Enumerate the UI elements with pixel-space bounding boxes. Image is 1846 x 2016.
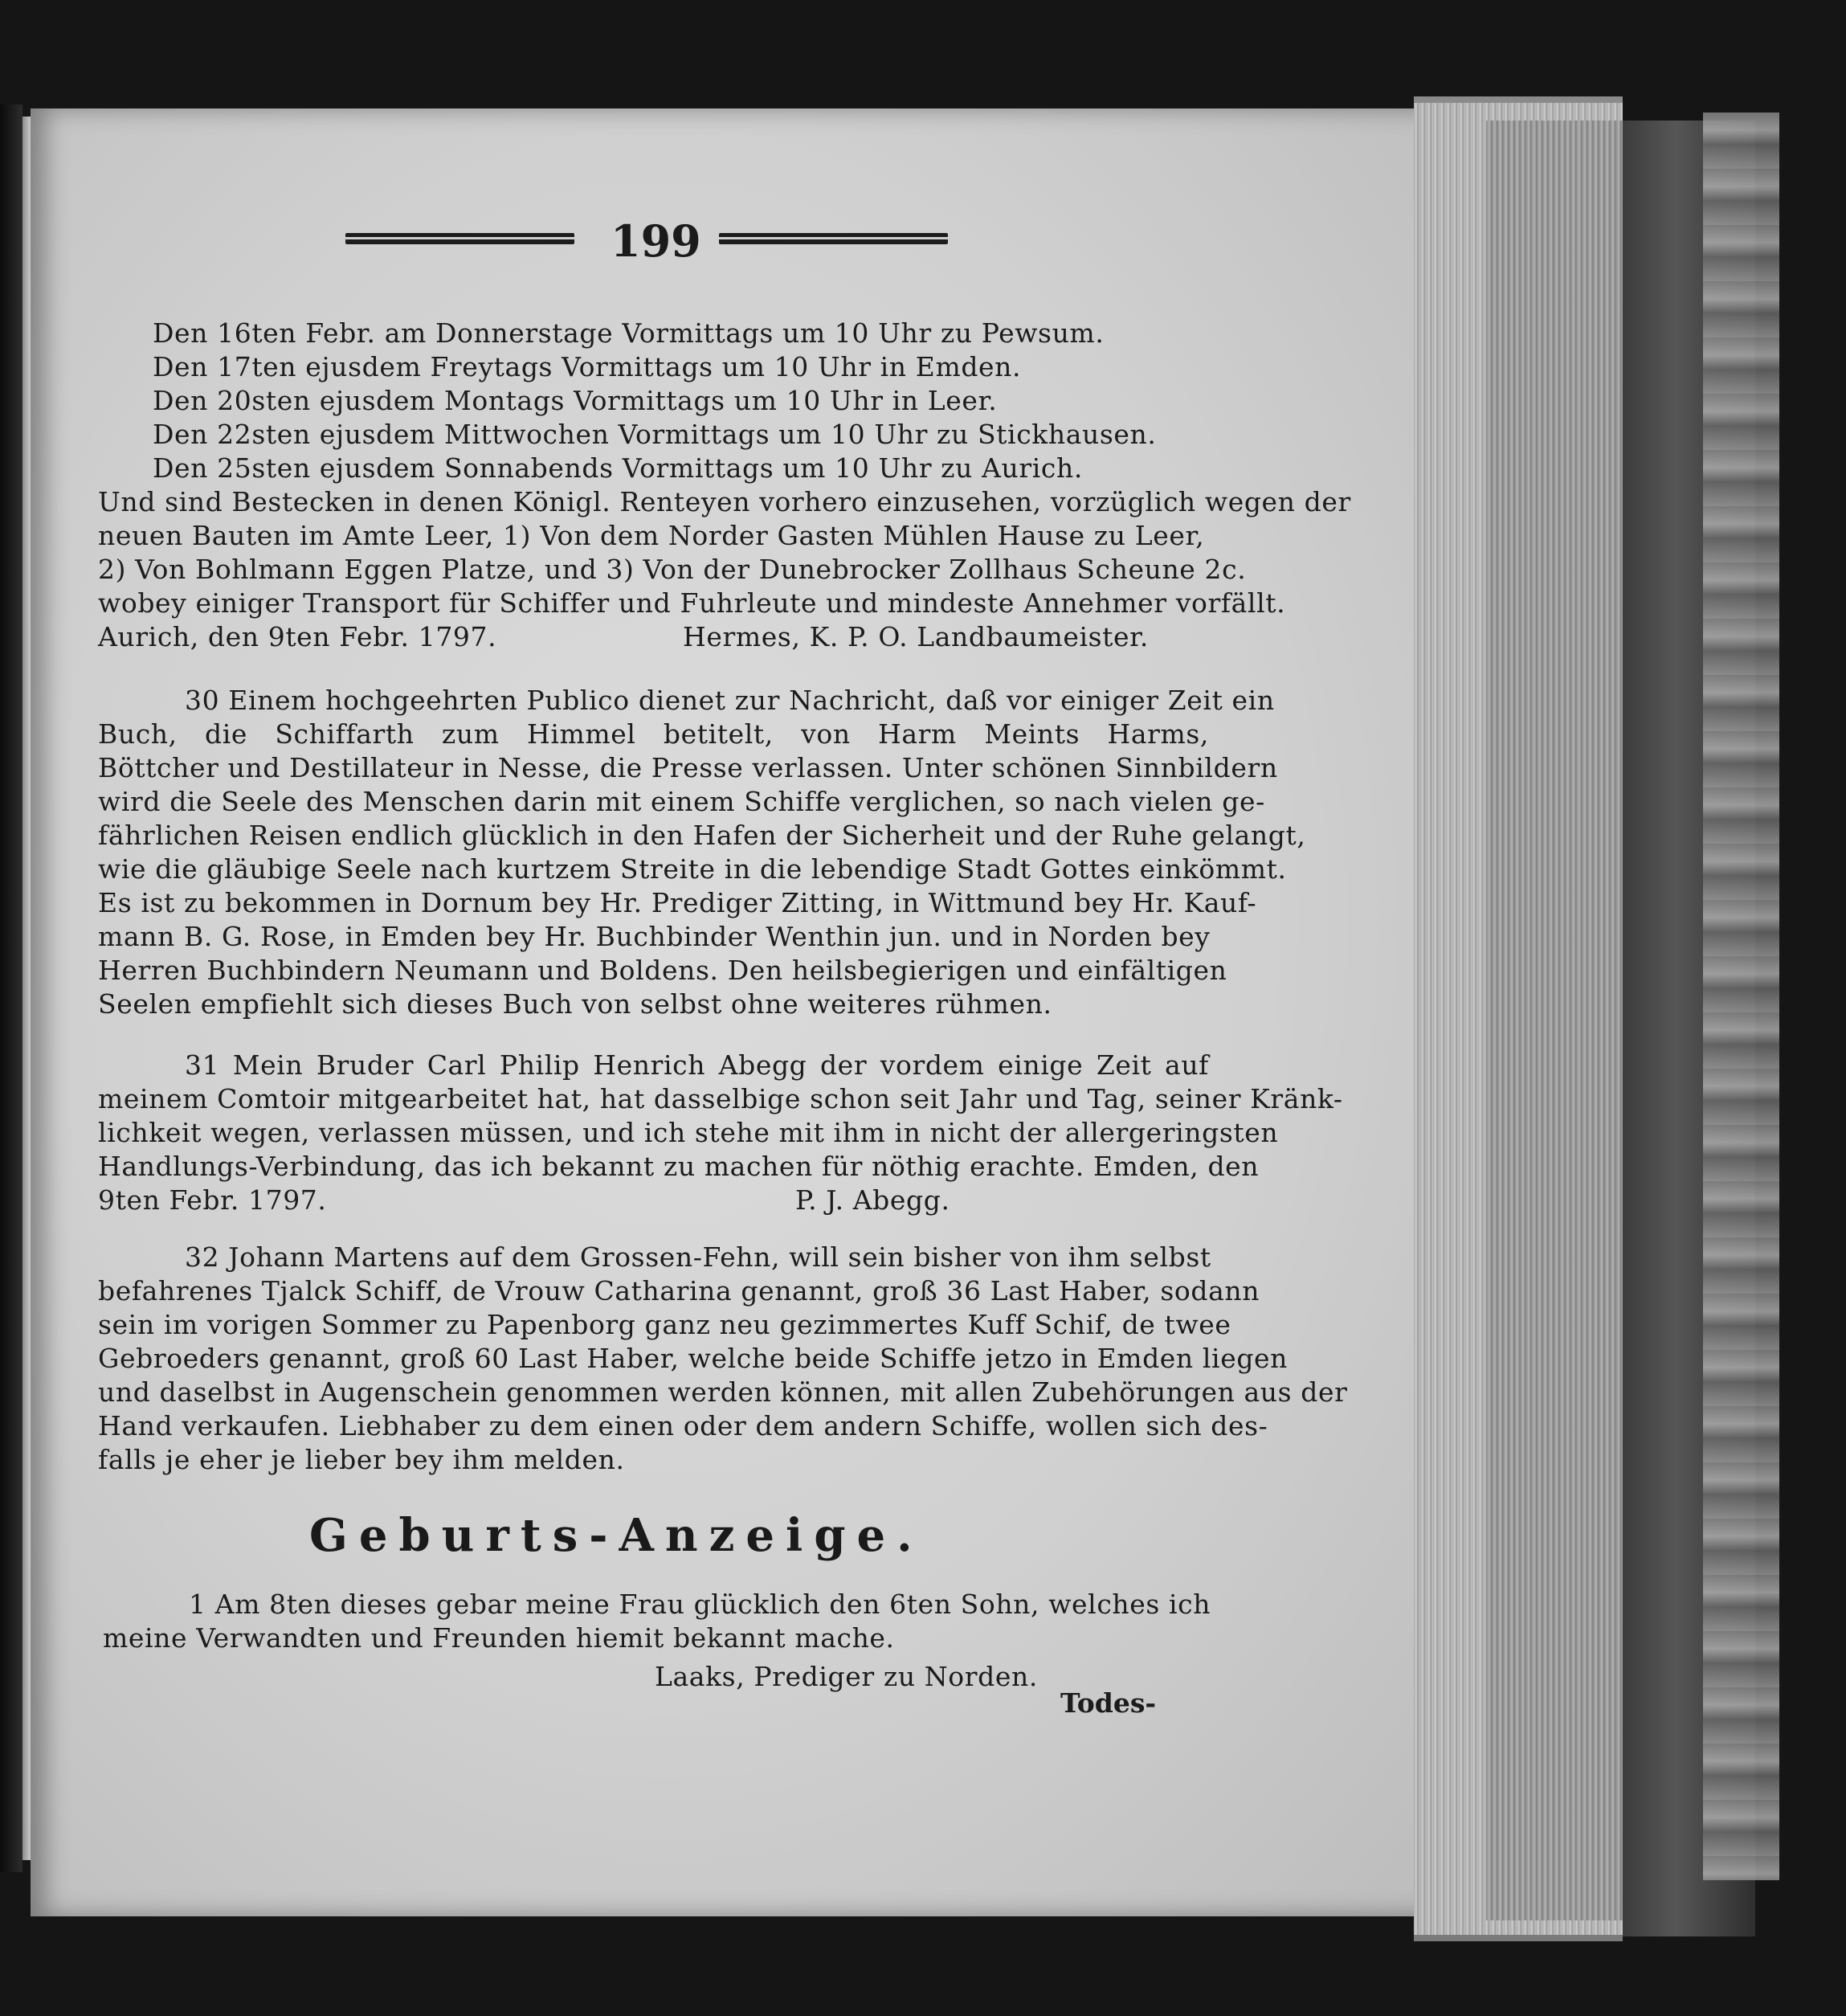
signature: Hermes, K. P. O. Landbaumeister. [683,621,1150,652]
schedule-line: Den 25sten ejusdem Sonnabends Vormittags um 10 Uhr zu Aurich. [153,452,1083,484]
notice-30-line: Herren Buchbindern Neumann und Boldens. Den heilsbegierigen und einfältigen [98,955,1227,986]
notice-30-line: Es ist zu bekommen in Dornum bey Hr. Prediger Zitting, in Wittmund bey Hr. Kauf- [98,887,1257,918]
dateline: Aurich, den 9ten Febr. 1797. [98,621,497,652]
notice-31-line: meinem Comtoir mitgearbeitet hat, hat dasselbige schon seit Jahr und Tag, seiner Kränk- [98,1083,1343,1114]
notice-32-line: sein im vorigen Sommer zu Papenborg ganz neu gezimmertes Kuff Schif, de twee [98,1309,1231,1340]
left-cover [0,104,22,1872]
notice-32-line: 32 Johann Martens auf dem Grossen-Fehn, will sein bisher von ihm selbst [185,1241,1211,1273]
birth-line: 1 Am 8ten dieses gebar meine Frau glücklich den 6ten Sohn, welches ich [189,1589,1211,1620]
notice-31-line: 31 Mein Bruder Carl Philip Henrich Abegg der vordem einige Zeit auf [185,1049,1209,1081]
schedule-line: Den 16ten Febr. am Donnerstage Vormittags um 10 Uhr zu Pewsum. [153,317,1105,349]
notice-30-line: fährlichen Reisen endlich glücklich in den Hafen der Sicherheit und der Ruhe gelangt, [98,820,1306,851]
notice-32-line: Hand verkaufen. Liebhaber zu dem einen oder dem andern Schiffe, wollen sich des- [98,1410,1268,1441]
notice-30-line: 30 Einem hochgeehrten Publico dienet zur Nachricht, daß vor einiger Zeit ein [185,685,1275,716]
notice-30-line: wird die Seele des Menschen darin mit einem Schiffe verglichen, so nach vielen ge- [98,786,1265,817]
notice-32-line: befahrenes Tjalck Schiff, de Vrouw Catharina genannt, groß 36 Last Haber, sodann [98,1275,1260,1307]
notice-32-line: Gebroeders genannt, groß 60 Last Haber, welche beide Schiffe jetzo in Emden liegen [98,1343,1289,1374]
page-number: 199 [611,215,701,267]
page-stack-shadow [1486,121,1623,1920]
catchword: Todes- [1060,1687,1157,1719]
notice-30-line: Böttcher und Destillateur in Nesse, die Presse verlassen. Unter schönen Sinnbildern [98,752,1278,783]
notice-31-line: Handlungs-Verbindung, das ich bekannt zu machen für nöthig erachte. Emden, den [98,1151,1260,1182]
section-heading: Geburts-Anzeige. [309,1509,924,1562]
left-page-edge [22,117,31,1860]
schedule-line: Den 22sten ejusdem Mittwochen Vormittags um 10 Uhr zu Stickhausen. [153,419,1157,450]
body-line: wobey einiger Transport für Schiffer und Fuhrleute und mindeste Annehmer vorfällt. [98,587,1286,619]
notice-31-line: lichkeit wegen, verlassen müssen, und ich stehe mit ihm in nicht der allergeringsten [98,1117,1279,1148]
header-rule-left [345,233,574,244]
body-line: neuen Bauten im Amte Leer, 1) Von dem Norder Gasten Mühlen Hause zu Leer, [98,520,1205,551]
notice-30-line: Buch, die Schiffarth zum Himmel betitelt, von Harm Meints Harms, [98,718,1209,750]
notice-32-line: und daselbst in Augenschein genommen werden können, mit allen Zubehörungen aus der [98,1376,1348,1408]
notice-32-line: falls je eher je lieber bey ihm melden. [98,1444,625,1475]
notice-30-line: Seelen empfiehlt sich dieses Buch von selbst ohne weiteres rühmen. [98,988,1052,1020]
birth-line: meine Verwandten und Freunden hiemit bekannt mache. [103,1622,895,1654]
notice-30-line: mann B. G. Rose, in Emden bey Hr. Buchbinder Wenthin jun. und in Norden bey [98,921,1211,952]
header-rule-right [719,233,948,244]
spine-wear [1703,112,1779,1880]
body-line: 2) Von Bohlmann Eggen Platze, und 3) Von der Dunebrocker Zollhaus Scheune 2c. [98,554,1247,585]
signature: P. J. Abegg. [795,1184,950,1216]
schedule-line: Den 17ten ejusdem Freytags Vormittags um 10 Uhr in Emden. [153,351,1022,382]
signature: Laaks, Prediger zu Norden. [655,1661,1038,1692]
body-line: Und sind Bestecken in denen Königl. Renteyen vorhero einzusehen, vorzüglich wegen der [98,486,1351,517]
dateline: 9ten Febr. 1797. [98,1184,327,1216]
schedule-line: Den 20sten ejusdem Montags Vormittags um 10 Uhr in Leer. [153,385,998,416]
notice-30-line: wie die gläubige Seele nach kurtzem Streite in die lebendige Stadt Gottes einkömmt. [98,853,1287,885]
